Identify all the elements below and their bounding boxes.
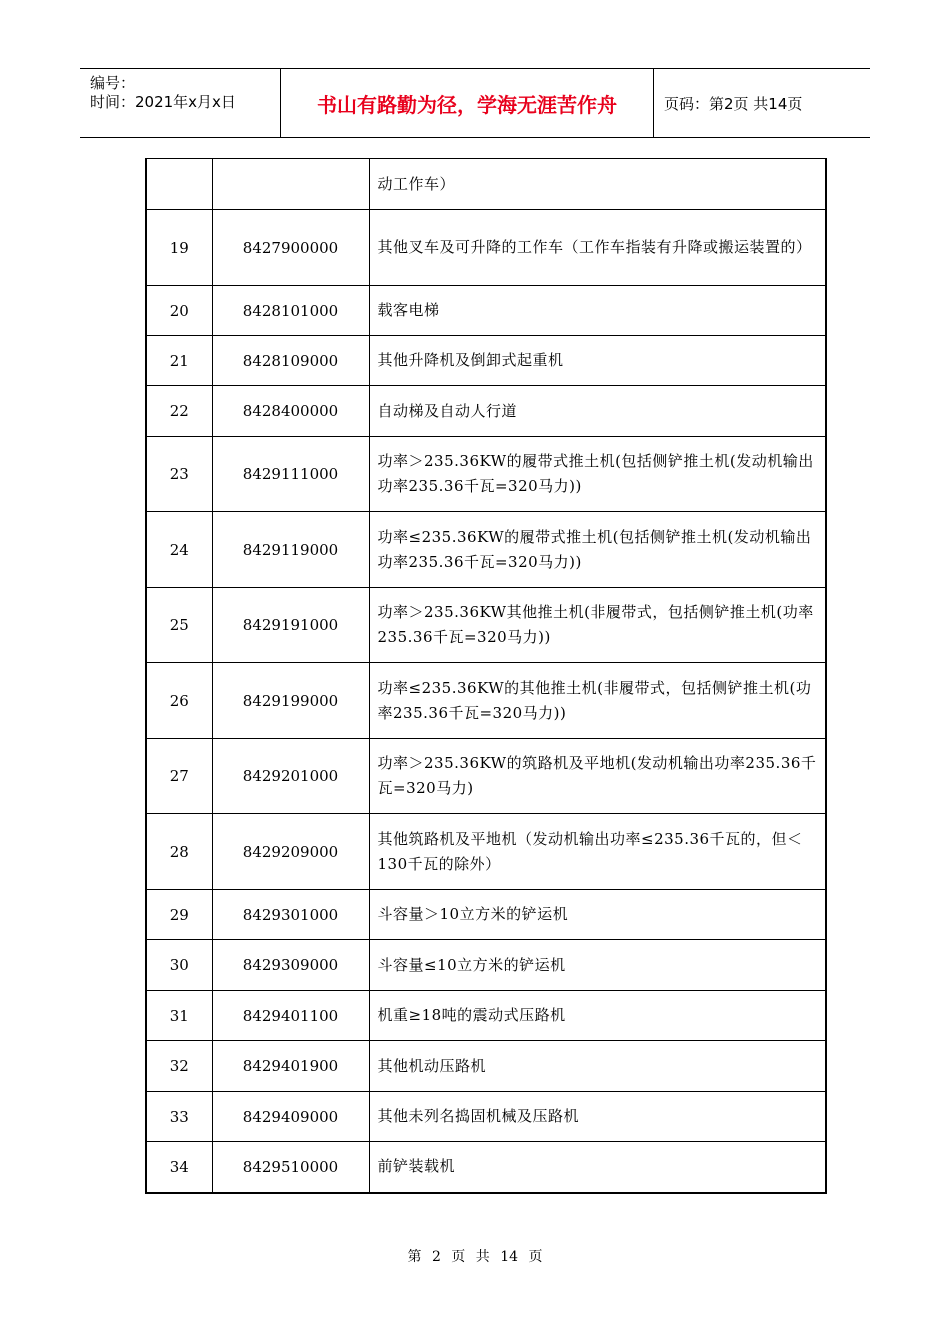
hs-code: 8429209000 — [212, 814, 369, 890]
table-row — [146, 1092, 826, 1142]
row-number: 28 — [146, 814, 212, 890]
item-description: 其他升降机及倒卸式起重机 — [369, 336, 826, 386]
row-number — [146, 159, 212, 210]
hs-code: 8428101000 — [212, 286, 369, 336]
row-number: 25 — [146, 588, 212, 663]
hs-code: 8429401100 — [212, 991, 369, 1041]
table-row — [146, 890, 826, 940]
row-number: 31 — [146, 991, 212, 1041]
hs-code: 8429409000 — [212, 1092, 369, 1142]
header-motto: 书山有路勤为径，学海无涯苦作舟 — [281, 69, 654, 137]
item-description: 其他未列名捣固机械及压路机 — [369, 1092, 826, 1142]
item-description: 自动梯及自动人行道 — [369, 386, 826, 437]
customs-code-table — [145, 158, 827, 1194]
hs-code: 8427900000 — [212, 210, 369, 286]
hs-code: 8429119000 — [212, 512, 369, 588]
table-row — [146, 991, 826, 1041]
table-row — [146, 940, 826, 991]
item-description: 动工作车） — [369, 159, 826, 210]
row-number: 23 — [146, 437, 212, 512]
item-description: 功率＞235.36KW其他推土机(非履带式，包括侧铲推土机(功率235.36千瓦=320马力)) — [369, 588, 826, 663]
table-row — [146, 210, 826, 286]
table-row — [146, 1041, 826, 1092]
page-header — [80, 68, 870, 138]
hs-code: 8429199000 — [212, 663, 369, 739]
item-description: 功率＞235.36KW的履带式推土机(包括侧铲推土机(发动机输出功率235.36千瓦=320马力)) — [369, 437, 826, 512]
table-row — [146, 663, 826, 739]
item-description: 机重≥18吨的震动式压路机 — [369, 991, 826, 1041]
hs-code — [212, 159, 369, 210]
row-number: 24 — [146, 512, 212, 588]
item-description: 斗容量＞10立方米的铲运机 — [369, 890, 826, 940]
row-number: 34 — [146, 1142, 212, 1193]
item-description: 功率≤235.36KW的履带式推土机(包括侧铲推土机(发动机输出功率235.36千瓦=320马力)) — [369, 512, 826, 588]
item-description: 其他筑路机及平地机（发动机输出功率≤235.36千瓦的，但＜130千瓦的除外） — [369, 814, 826, 890]
page-footer: 第 2 页 共 14 页 — [407, 1249, 543, 1265]
document-number: 编号： — [90, 74, 136, 92]
item-description: 斗容量≤10立方米的铲运机 — [369, 940, 826, 991]
table-row — [146, 286, 826, 336]
row-number: 21 — [146, 336, 212, 386]
row-number: 20 — [146, 286, 212, 336]
hs-code: 8429191000 — [212, 588, 369, 663]
row-number: 29 — [146, 890, 212, 940]
table-row — [146, 512, 826, 588]
document-time: 时间：2021年x月x日 — [90, 93, 236, 111]
table-row — [146, 814, 826, 890]
table-row — [146, 437, 826, 512]
item-description: 其他叉车及可升降的工作车（工作车指装有升降或搬运装置的） — [369, 210, 826, 286]
table-row — [146, 159, 826, 210]
hs-code: 8429510000 — [212, 1142, 369, 1193]
row-number: 30 — [146, 940, 212, 991]
item-description: 功率＞235.36KW的筑路机及平地机(发动机输出功率235.36千瓦=320马力) — [369, 739, 826, 814]
item-description: 载客电梯 — [369, 286, 826, 336]
table-row — [146, 336, 826, 386]
header-page-code: 页码：第2页 共14页 — [664, 94, 803, 113]
row-number: 33 — [146, 1092, 212, 1142]
table-row — [146, 1142, 826, 1193]
hs-code: 8429309000 — [212, 940, 369, 991]
row-number: 27 — [146, 739, 212, 814]
table-row — [146, 739, 826, 814]
table-body — [146, 159, 826, 1193]
row-number: 32 — [146, 1041, 212, 1092]
row-number: 22 — [146, 386, 212, 437]
header-meta — [80, 69, 281, 137]
item-description: 其他机动压路机 — [369, 1041, 826, 1092]
hs-code: 8429201000 — [212, 739, 369, 814]
hs-code: 8429111000 — [212, 437, 369, 512]
hs-code: 8429301000 — [212, 890, 369, 940]
item-description: 前铲装载机 — [369, 1142, 826, 1193]
hs-code: 8429401900 — [212, 1041, 369, 1092]
item-description: 功率≤235.36KW的其他推土机(非履带式，包括侧铲推土机(功率235.36千瓦=320马力)) — [369, 663, 826, 739]
table-row — [146, 588, 826, 663]
row-number: 19 — [146, 210, 212, 286]
row-number: 26 — [146, 663, 212, 739]
table-row — [146, 386, 826, 437]
hs-code: 8428400000 — [212, 386, 369, 437]
hs-code: 8428109000 — [212, 336, 369, 386]
